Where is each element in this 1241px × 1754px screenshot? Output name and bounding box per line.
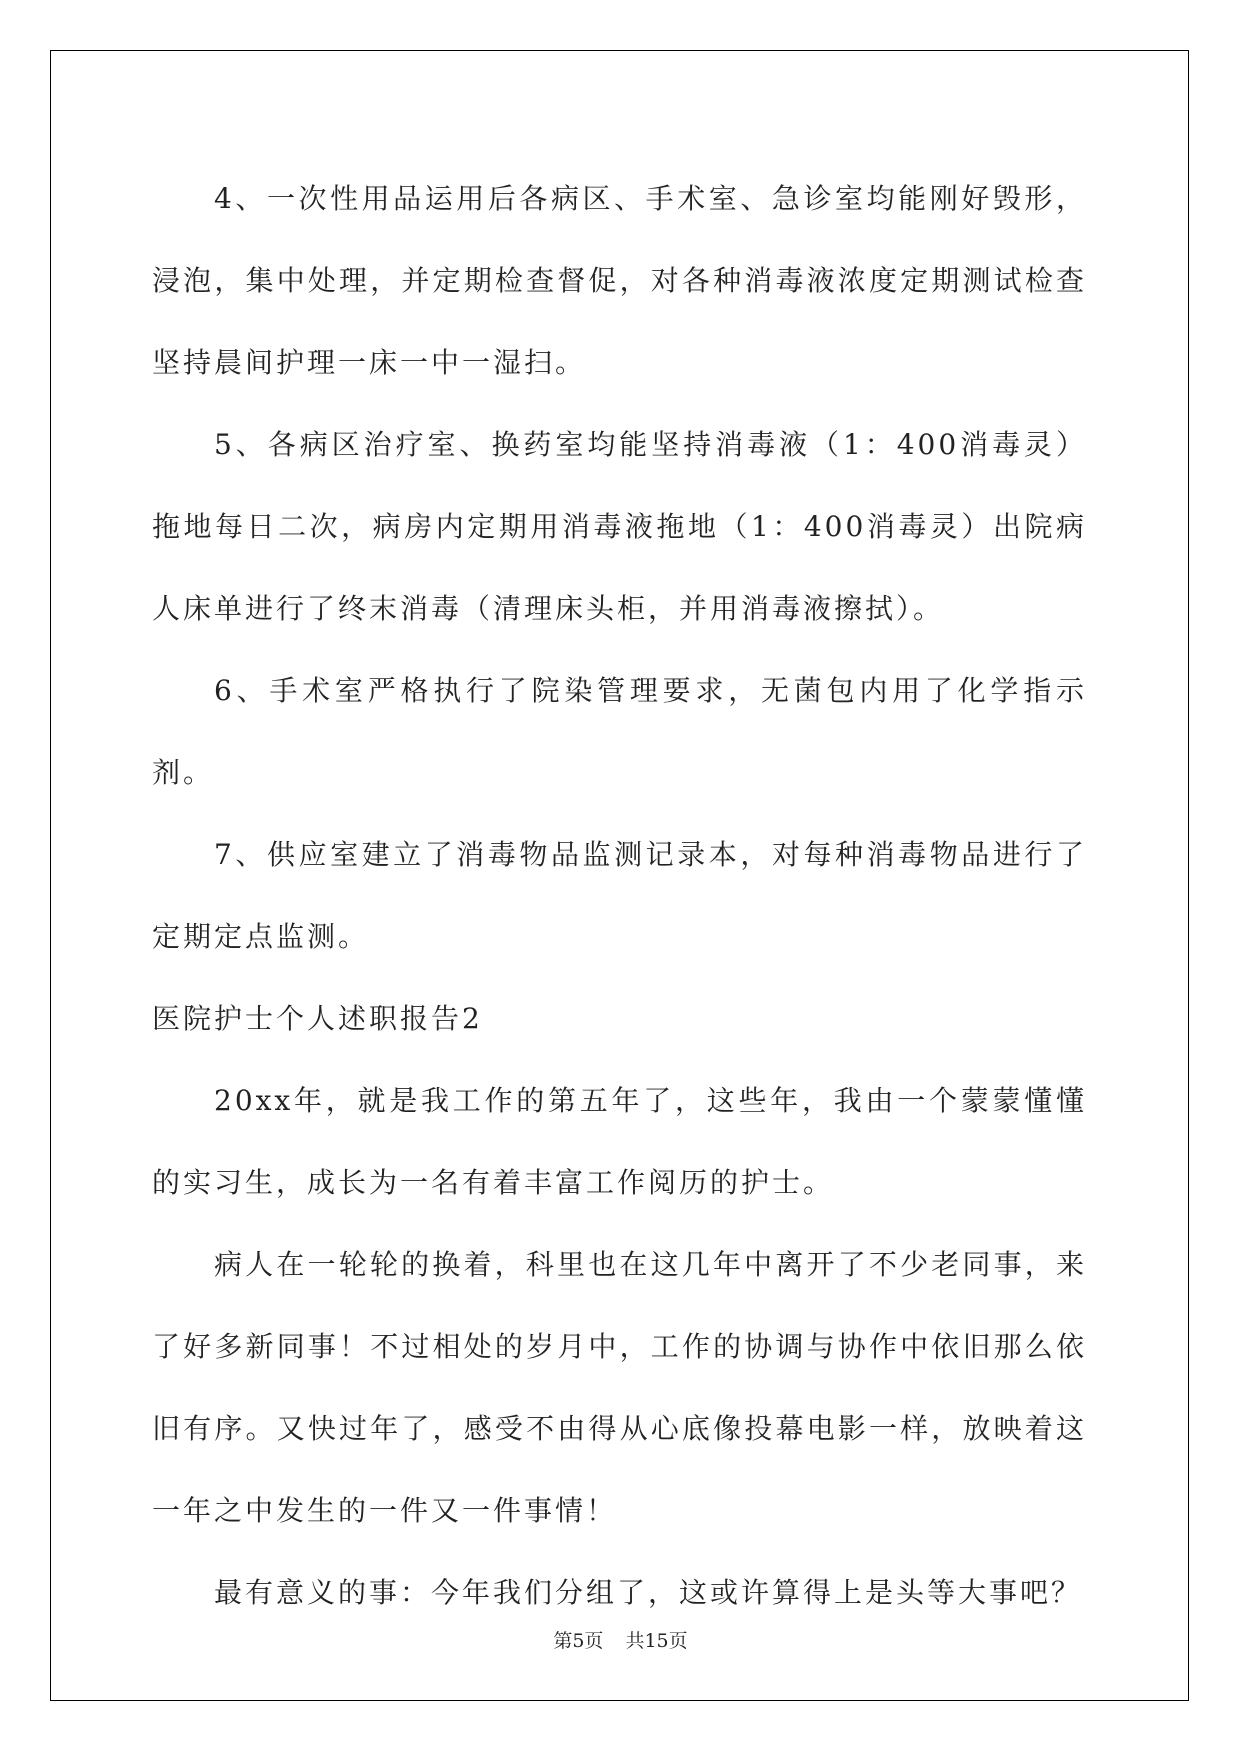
paragraph-item-5: 5、各病区治疗室、换药室均能坚持消毒液（1：400消毒灵）拖地每日二次，病房内定期用消毒液拖地（1：400消毒灵）出院病人床单进行了终末消毒（清理床头柜，并用消毒液擦拭）。: [152, 428, 1087, 625]
paragraph-item-7: 7、供应室建立了消毒物品监测记录本，对每种消毒物品进行了定期定点监测。: [152, 838, 1087, 953]
paragraph-intro: 20xx年，就是我工作的第五年了，这些年，我由一个蒙蒙懂懂的实习生，成长为一名有着丰富工作阅历的护士。: [152, 1084, 1087, 1199]
section-heading: 医院护士个人述职报告2: [152, 1002, 483, 1035]
document-body: [152, 158, 1087, 1634]
paragraph-item-6: 6、手术室严格执行了院染管理要求，无菌包内用了化学指示剂。: [152, 674, 1087, 789]
page-total: 共15页: [625, 1630, 688, 1652]
page-footer: [0, 1626, 1241, 1653]
paragraph-meaningful-event: 最有意义的事：今年我们分组了，这或许算得上是头等大事吧？: [214, 1576, 1083, 1609]
paragraph-colleagues: 病人在一轮轮的换着，科里也在这几年中离开了不少老同事，来了好多新同事！不过相处的岁月中，工作的协调与协作中依旧那么依旧有序。又快过年了，感受不由得从心底像投幕电影一样，放映着这一年之中发生的一件又一件事情！: [152, 1248, 1087, 1527]
paragraph-item-4: 4、一次性用品运用后各病区、手术室、急诊室均能刚好毁形，浸泡，集中处理，并定期检查督促，对各种消毒液浓度定期测试检查坚持晨间护理一床一中一湿扫。: [152, 182, 1087, 379]
page-number: 第5页: [553, 1630, 604, 1652]
